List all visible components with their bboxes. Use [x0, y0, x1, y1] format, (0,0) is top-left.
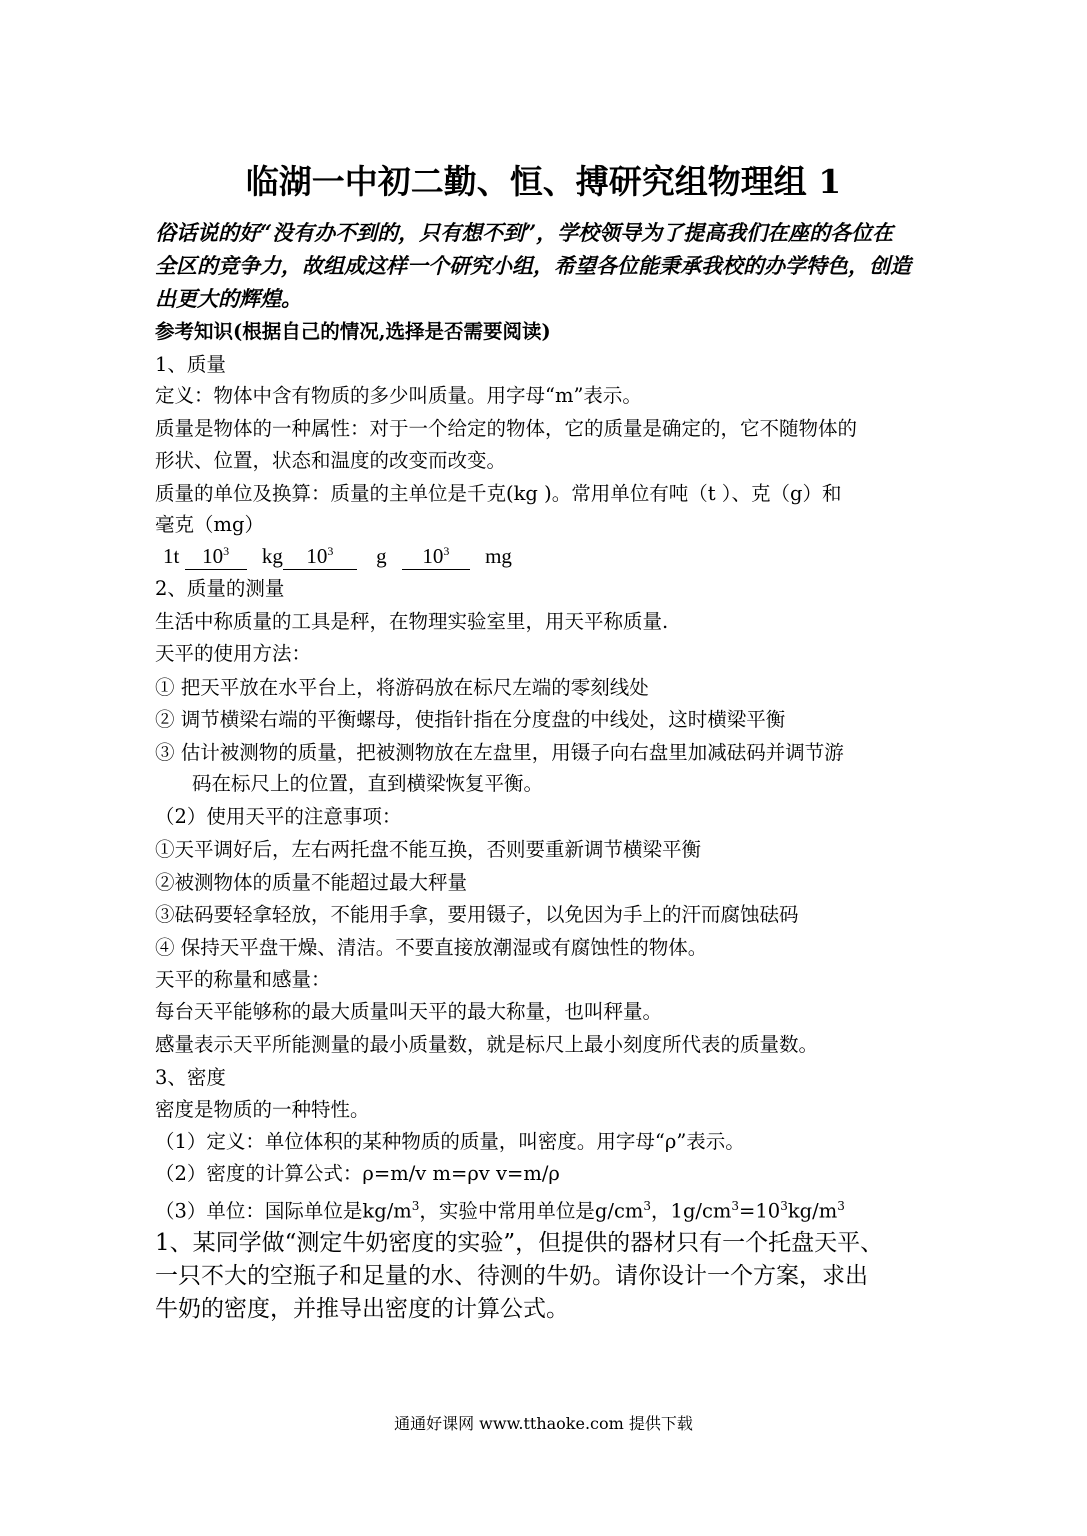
section-3-heading: 3、密度	[155, 1066, 226, 1089]
balance-step-1: ① 把天平放在水平台上，将游码放在标尺左端的零刻线处	[155, 676, 649, 699]
mass-property-line-1: 质量是物体的一种属性：对于一个给定的物体，它的质量是确定的，它不随物体的	[155, 417, 858, 440]
unit-ton: 1t	[163, 544, 180, 568]
question-line-2: 一只不大的空瓶子和足量的水、待测的牛奶。请你设计一个方案，求出	[155, 1263, 868, 1289]
mass-unit-line-2: 毫克（mg）	[155, 513, 264, 536]
sensitivity-line: 感量表示天平所能测量的最小质量数，就是标尺上最小刻度所代表的质量数。	[155, 1033, 819, 1056]
unit-kg: kg	[261, 544, 283, 568]
unit-mg: mg	[485, 544, 512, 568]
mass-unit-line-1: 质量的单位及换算：质量的主单位是千克(kg )。常用单位有吨（t ）、克（g）和	[155, 482, 842, 505]
density-units: （3）单位：国际单位是$kg/m^3$，实验中常用单位是$g/cm^3$，$1g/cm^3=10^3kg/m^3$	[155, 1199, 845, 1223]
document-title: 临湖一中初二勤、恒、搏研究组物理组 1	[245, 162, 842, 201]
balance-method-heading: 天平的使用方法：	[155, 642, 312, 665]
balance-note-3: ③砝码要轻拿轻放，不能用手拿，要用镊子，以免因为手上的汗而腐蚀砝码	[155, 903, 799, 926]
section-1-heading: 1、质量	[155, 353, 226, 376]
balance-step-2: ② 调节横梁右端的平衡螺母，使指针指在分度盘的中线处，这时横梁平衡	[155, 708, 786, 731]
density-formula: （2）密度的计算公式：ρ=m/v m=ρv v=m/ρ	[155, 1162, 560, 1185]
intro-line-2: 全区的竞争力，故组成这样一个研究小组，希望各位能秉承我校的办学特色，创造	[155, 253, 911, 278]
balance-step-3a: ③ 估计被测物的质量，把被测物放在左盘里，用镊子向右盘里加减砝码并调节游	[155, 741, 844, 764]
reference-heading: 参考知识(根据自己的情况,选择是否需要阅读)	[155, 320, 551, 343]
conversion-blank-1: $10^3$	[185, 544, 247, 570]
balance-note-4: ④ 保持天平盘干燥、清洁。不要直接放潮湿或有腐蚀性的物体。	[155, 936, 708, 959]
balance-step-3b: 码在标尺上的位置，直到横梁恢复平衡。	[192, 772, 544, 795]
conversion-blank-3: $10^3$	[402, 544, 470, 570]
measuring-tool: 生活中称质量的工具是秤，在物理实验室里，用天平称质量.	[155, 610, 669, 633]
mass-definition: 定义：物体中含有物质的多少叫质量。用字母“m”表示。	[155, 384, 642, 407]
question-line-3: 牛奶的密度，并推导出密度的计算公式。	[155, 1296, 569, 1322]
section-2-heading: 2、质量的测量	[155, 577, 285, 600]
mass-property-line-2: 形状、位置，状态和温度的改变而改变。	[155, 449, 507, 472]
intro-line-1: 俗话说的好“没有办不到的，只有想不到”，学校领导为了提高我们在座的各位在	[155, 220, 894, 245]
page-footer: 通通好课网 www.tthaoke.com 提供下载	[394, 1414, 693, 1433]
intro-line-3: 出更大的辉煌。	[155, 286, 302, 311]
unit-g: g	[376, 544, 387, 568]
unit-conversion	[163, 544, 512, 570]
conversion-blank-2: $10^3$	[283, 544, 357, 570]
density-property: 密度是物质的一种特性。	[155, 1098, 370, 1121]
density-definition: （1）定义：单位体积的某种物质的质量，叫密度。用字母“ρ”表示。	[155, 1130, 745, 1153]
balance-notes-heading: （2）使用天平的注意事项：	[155, 805, 402, 828]
capacity-line: 每台天平能够称的最大质量叫天平的最大称量，也叫秤量。	[155, 1000, 663, 1023]
capacity-heading: 天平的称量和感量：	[155, 968, 331, 991]
question-line-1: 1、某同学做“测定牛奶密度的实验”，但提供的器材只有一个托盘天平、	[155, 1230, 884, 1256]
balance-note-1: ①天平调好后，左右两托盘不能互换，否则要重新调节横梁平衡	[155, 838, 702, 861]
balance-note-2: ②被测物体的质量不能超过最大秤量	[155, 871, 468, 894]
